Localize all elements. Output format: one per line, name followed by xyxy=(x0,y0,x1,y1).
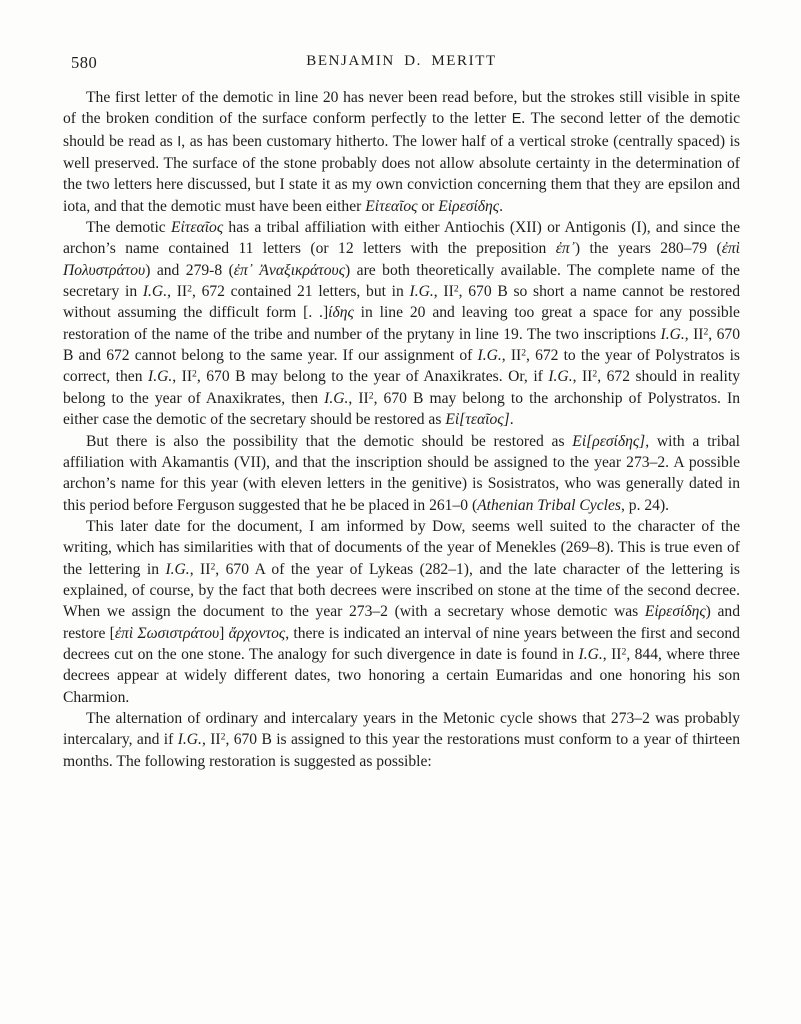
paragraph-metonic-cycle: The alternation of ordinary and intercalary years in the Metonic cycle shows that 273–2 was probably intercalary, and if I.G., $II^2$, 670 B is assigned to this year the restorations must conform to a year of thirteen months. The following restoration is suggested as possible: xyxy=(63,709,740,770)
running-head-author: BENJAMIN D. MERITT xyxy=(306,53,497,69)
paragraph-later-date: This later date for the document, I am informed by Dow, seems well suited to the character of the writing, which has similarities with that of documents of the year of Menekles (269–8). This is true even of the lettering in I.G., $II^2$, 670 A of the year of Lykeas (282–1), and the late character of the lettering is explained, of course, by the fact that both decrees were inscribed on stone at the time of the second decree. When we assign the document to the year 273–2 (with a secretary whose demotic was Εἰρεσίδης) and restore [ἐπὶ Σωσιστράτου] ἄρχοντος, there is indicated an interval of nine years between the first and second decrees cut on the one stone. The analogy for such divergence in date is found in I.G., $II^2$, 844, where three decrees appear at widely different dates, two honoring a certain Eumaridas and one honoring his son Charmion. xyxy=(63,517,740,706)
page-number: 580 xyxy=(71,53,98,72)
paragraph-tribal-affiliation: The demotic Εἰτεαῖος has a tribal affiliation with either Antiochis (XII) or Antigonis (I), and since the archon’s name contained 11 letters (or 12 letters with the preposition ἐπ᾽) the years 280–79 (ἐπὶ Πολυστράτου) and 279-8 (ἐπ᾽ Ἀναξικράτους) are both theoretically available. The complete name of the secretary in I.G., $II^2$, 672 contained 21 letters, but in I.G., $II^2$, 670 B so short a name cannot be restored without assuming the difficult form [. .]ίδης in line 20 and leaving too great a space for any possible restoration of the name of the tribe and number of the prytany in line 19. The two inscriptions I.G., $II^2$, 670 B and 672 cannot belong to the same year. If our assignment of I.G., $II^2$, 672 to the year of Polystratos is correct, then I.G., $II^2$, 670 B may belong to the year of Anaxikrates. Or, if I.G., $II^2$, 672 should in reality belong to the year of Anaxikrates, then I.G., $II^2$, 670 B may belong to the archonship of Polystratos. In either case the demotic of the secretary should be restored as Εἰ[τεαῖος]. xyxy=(63,219,741,429)
page-header xyxy=(63,53,740,75)
paragraph-demotic-first-letter: The first letter of the demotic in line 20 has never been read before, but the strokes still visible in spite of the broken condition of the surface conform perfectly to the letter Ε. The second letter of the demotic should be read as Ι, as has been customary hitherto. The lower half of a vertical stroke (centrally spaced) is well preserved. The surface of the stone probably does not allow absolute certainty in the determination of the two letters here discussed, but I state it as my own conviction concerning them that they are epsilon and iota, and that the demotic must have been either Εἰτεαῖος or Εἰρεσίδης. xyxy=(63,89,741,215)
paragraph-eiresides-possibility: But there is also the possibility that the demotic should be restored as Εἰ[ρεσίδης], with a tribal affiliation with Akamantis (VII), and that the inscription should be assigned to the year 273–2. A possible archon’s name for this year (with eleven letters in the genitive) is Sosistratos, who was generally dated in this period before Ferguson suggested that he be placed in 261–0 (Athenian Tribal Cycles, p. 24). xyxy=(63,432,740,514)
article-body xyxy=(63,87,740,772)
